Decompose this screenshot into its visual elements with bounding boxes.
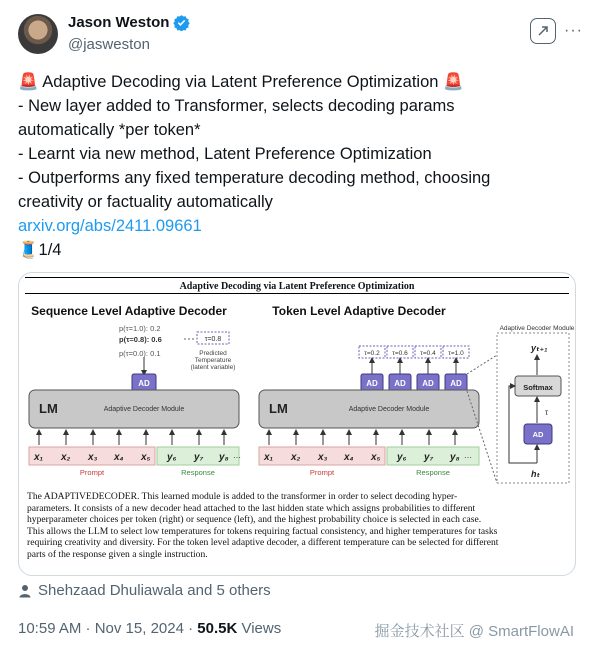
right-panel-title: Token Level Adaptive Decoder bbox=[272, 304, 446, 318]
inset-connector bbox=[467, 355, 497, 374]
tweet-meta bbox=[18, 620, 281, 637]
grok-glyph-icon bbox=[536, 24, 550, 38]
person-icon bbox=[18, 584, 32, 598]
token-x: x₅ bbox=[141, 452, 151, 463]
lm-label: LM bbox=[269, 401, 288, 416]
tweet-line: creativity or factuality automatically bbox=[18, 193, 273, 211]
inset-h: hₜ bbox=[531, 469, 540, 479]
view-count: 50.5K bbox=[197, 620, 238, 637]
ellipsis: ··· bbox=[233, 453, 241, 462]
inset-box bbox=[497, 333, 569, 483]
figure-rule bbox=[25, 277, 569, 278]
prob-label: p(τ=0.0): 0.1 bbox=[119, 349, 161, 358]
prompt-label: Prompt bbox=[309, 468, 335, 477]
token-y: y₇ bbox=[194, 452, 204, 463]
tagged-people[interactable] bbox=[18, 582, 271, 599]
tweet-header bbox=[18, 10, 583, 62]
ad-label: AD bbox=[366, 379, 378, 388]
caption-line: This allows the LLM to select low temperatures for tokens requiring factual consistency, and higher temperatures for tasks bbox=[27, 525, 498, 537]
ad-label: AD bbox=[450, 379, 462, 388]
token-y: y₇ bbox=[424, 452, 434, 463]
tau-label: τ=0.4 bbox=[420, 350, 436, 357]
figure-title: Adaptive Decoding via Latent Preference Optimization bbox=[179, 281, 415, 292]
token-y: y₈ bbox=[219, 452, 229, 463]
token-x: x₁ bbox=[264, 452, 274, 463]
tau-label: τ=0.6 bbox=[392, 350, 408, 357]
tweet-line: 🚨 Adaptive Decoding via Latent Preference Optimization 🚨 bbox=[18, 73, 464, 91]
predicted-label: Predicted bbox=[199, 350, 227, 357]
adm-label: Adaptive Decoder Module bbox=[348, 406, 430, 413]
adm-label: Adaptive Decoder Module bbox=[103, 406, 185, 413]
inset-tau: τ bbox=[545, 408, 549, 417]
more-options-icon[interactable]: ··· bbox=[564, 22, 583, 39]
inset-y: yₜ₊₁ bbox=[531, 343, 548, 353]
token-x: x₁ bbox=[34, 452, 44, 463]
token-y: y₈ bbox=[450, 452, 460, 463]
tagged-people-text: Shehzaad Dhuliawala and 5 others bbox=[38, 582, 271, 599]
token-x: x₄ bbox=[114, 452, 124, 463]
tweet-media-image[interactable] bbox=[18, 272, 576, 576]
token-x: x₄ bbox=[344, 452, 354, 463]
caption-line: The ADAPTIVEDECODER. This learned module is added to the transformer in order to select decoding hyper- bbox=[27, 491, 458, 502]
grok-icon[interactable] bbox=[530, 18, 556, 44]
watermark: 掘金技术社区 @ SmartFlowAI bbox=[374, 623, 574, 640]
response-label: Response bbox=[181, 468, 215, 477]
tweet-line: automatically *per token* bbox=[18, 121, 201, 139]
author-name[interactable]: Jason Weston bbox=[68, 14, 170, 31]
inset-ad-label: AD bbox=[532, 430, 544, 439]
author-name-row bbox=[68, 14, 190, 31]
tweet-line: - New layer added to Transformer, selects decoding params bbox=[18, 97, 455, 115]
caption-line: parts of the response given a single instruction. bbox=[27, 548, 208, 560]
arxiv-link[interactable]: arxiv.org/abs/2411.09661 bbox=[18, 217, 202, 235]
caption-line: requiring creativity and diversity. For the token level adaptive decoder, a different temperature can be selected for different bbox=[27, 537, 499, 549]
tweet-line: - Learnt via new method, Latent Preference Optimization bbox=[18, 145, 432, 163]
author-handle[interactable]: @jasweston bbox=[68, 36, 150, 53]
prompt-label: Prompt bbox=[79, 468, 105, 477]
softmax-label: Softmax bbox=[523, 383, 553, 392]
tweet-text bbox=[18, 70, 574, 262]
lm-label: LM bbox=[39, 401, 58, 416]
token-x: x₂ bbox=[291, 452, 301, 463]
input-arrows bbox=[269, 432, 455, 445]
left-panel-title: Sequence Level Adaptive Decoder bbox=[31, 304, 227, 318]
token-x: x₃ bbox=[88, 452, 98, 463]
ad-label: AD bbox=[394, 379, 406, 388]
views-label: Views bbox=[237, 620, 282, 637]
prob-label: p(τ=1.0): 0.2 bbox=[119, 324, 161, 333]
tau-label: τ=1.0 bbox=[448, 350, 464, 357]
response-label: Response bbox=[416, 468, 450, 477]
input-arrows bbox=[39, 432, 224, 445]
ad-label: AD bbox=[138, 379, 150, 388]
predicted-label: Temperature bbox=[194, 357, 232, 364]
inset-title: Adaptive Decoder Module bbox=[499, 325, 575, 332]
prob-label: p(τ=0.8): 0.6 bbox=[119, 335, 162, 344]
token-x: x₂ bbox=[61, 452, 71, 463]
caption-line: parameters. It consists of a new decoder head attached to the last hidden state which assigns probabilities to different bbox=[27, 502, 476, 514]
ad-label: AD bbox=[422, 379, 434, 388]
figure-caption bbox=[27, 491, 567, 561]
predicted-label: (latent variable) bbox=[190, 364, 236, 371]
token-y: y₆ bbox=[397, 452, 407, 463]
tau-label: τ=0.2 bbox=[364, 350, 380, 357]
token-x: x₅ bbox=[371, 452, 381, 463]
caption-line: hyperparameter choices per token (right) or sequence (left), and the highest probability choice is selected in each case. bbox=[27, 514, 482, 526]
ellipsis: ··· bbox=[464, 453, 472, 462]
tau-selected-label: τ=0.8 bbox=[204, 336, 222, 343]
token-y: y₆ bbox=[167, 452, 177, 463]
token-x: x₃ bbox=[318, 452, 328, 463]
timestamp[interactable]: 10:59 AM · Nov 15, 2024 · bbox=[18, 620, 198, 637]
verified-badge-icon bbox=[173, 14, 190, 31]
figure-rule bbox=[25, 293, 569, 294]
adaptive-decoder-diagram bbox=[19, 295, 575, 507]
tweet-line: - Outperforms any fixed temperature decoding method, choosing bbox=[18, 169, 491, 187]
avatar[interactable] bbox=[18, 14, 58, 54]
thread-indicator: 🧵1/4 bbox=[18, 241, 62, 259]
